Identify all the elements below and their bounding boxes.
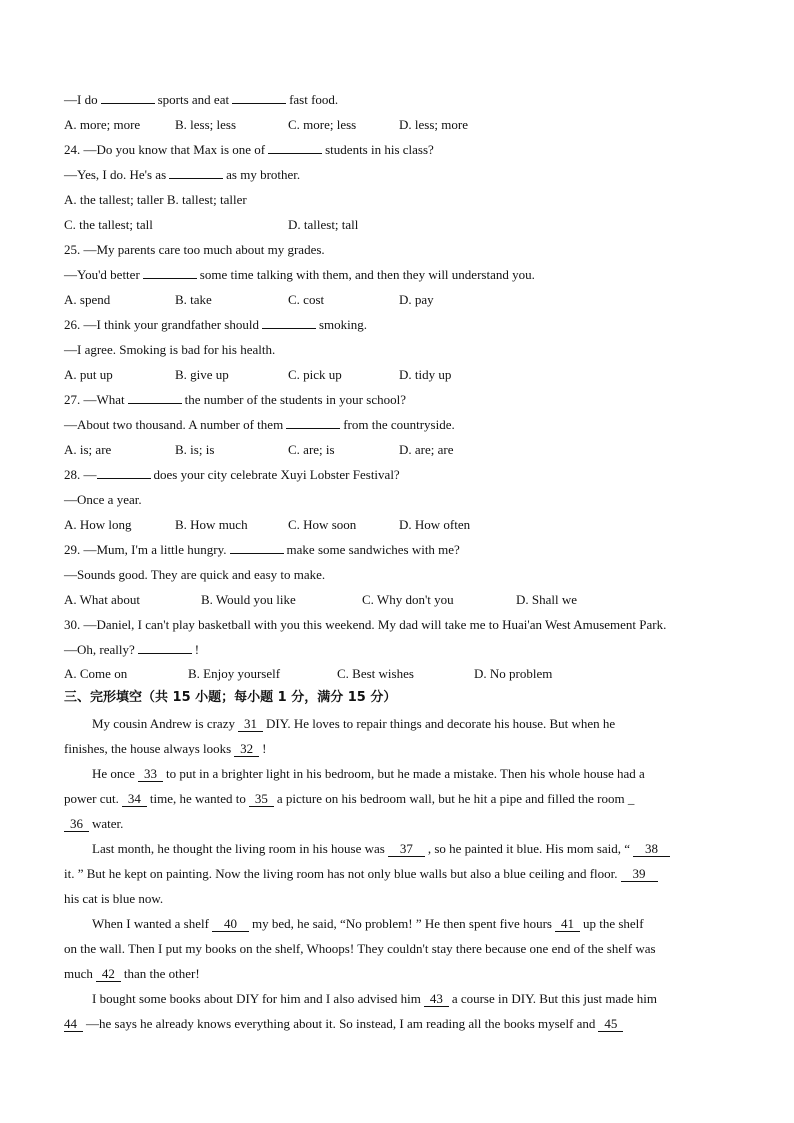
q29-question: [64, 542, 460, 558]
text: 28. —: [64, 467, 97, 482]
passage-line: [64, 1016, 626, 1032]
text: from the countryside.: [343, 417, 455, 432]
text: —Yes, I do. He's as: [64, 167, 167, 182]
text: I bought some books about DIY for him and I also advised him: [92, 991, 421, 1006]
q29-answer-line: —Sounds good. They are quick and easy to make.: [64, 567, 326, 582]
q28-option-a: A. How long: [64, 517, 132, 532]
text: When I wanted a shelf: [92, 916, 209, 931]
q26-option-c: C. pick up: [288, 367, 342, 382]
q27-option-b: B. is; is: [175, 442, 215, 457]
passage-line: [64, 866, 661, 882]
answer-blank: [143, 267, 197, 279]
text: My cousin Andrew is crazy: [92, 716, 235, 731]
text: —he says he already knows everything about it. So instead, I am reading all the books myself and: [86, 1016, 596, 1031]
answer-blank: [138, 642, 192, 654]
text: the number of the students in your school?: [184, 392, 406, 407]
q26-option-b: B. give up: [175, 367, 229, 382]
q23-option-d: D. less; more: [399, 117, 468, 132]
q28-option-d: D. How often: [399, 517, 471, 532]
q30-question: 30. —Daniel, I can't play basketball with you this weekend. My dad will take me to Huai'an West Amusement Park.: [64, 617, 667, 632]
blank-number: 37: [388, 842, 425, 857]
passage-line: [92, 916, 644, 932]
blank-number: 38: [633, 842, 670, 857]
blank-number: 31: [238, 717, 263, 732]
q26-option-d: D. tidy up: [399, 367, 452, 382]
text: to put in a brighter light in his bedroom, but he made a mistake. Then his whole house had a: [165, 766, 645, 781]
q25-option-a: A. spend: [64, 292, 111, 307]
q25-question: 25. —My parents care too much about my grades.: [64, 242, 325, 257]
q26-answer-line: —I agree. Smoking is bad for his health.: [64, 342, 276, 357]
blank-number: 34: [122, 792, 147, 807]
q28-option-b: B. How much: [175, 517, 248, 532]
blank-number: 39: [621, 867, 658, 882]
text: !: [262, 741, 267, 756]
q26-question: [64, 317, 367, 333]
text: much: [64, 966, 93, 981]
blank-number: 41: [555, 917, 580, 932]
text: make some sandwiches with me?: [286, 542, 460, 557]
passage-line: his cat is blue now.: [64, 891, 164, 906]
q24-option-ab: A. the tallest; taller B. tallest; taller: [64, 192, 247, 207]
blank-number: 40: [212, 917, 249, 932]
text: !: [194, 642, 200, 657]
passage-line: [92, 841, 673, 857]
passage-line: [92, 991, 657, 1007]
answer-blank: [97, 467, 151, 479]
text: does your city celebrate Xuyi Lobster Festival?: [153, 467, 400, 482]
text: 26. —I think your grandfather should: [64, 317, 259, 332]
q28-answer-line: —Once a year.: [64, 492, 142, 507]
text: —You'd better: [64, 267, 140, 282]
q28-option-c: C. How soon: [288, 517, 357, 532]
q23-option-a: A. more; more: [64, 117, 141, 132]
q30-option-b: B. Enjoy yourself: [188, 666, 281, 681]
q27-answer-line: [64, 417, 455, 433]
text: 24. —Do you know that Max is one of: [64, 142, 266, 157]
q23-answer-line: [64, 92, 338, 108]
blank-number: 43: [424, 992, 449, 1007]
q29-option-d: D. Shall we: [516, 592, 578, 607]
q27-option-d: D. are; are: [399, 442, 454, 457]
q25-answer-line: [64, 267, 535, 283]
text: _: [627, 791, 635, 806]
blank-number: 45: [598, 1017, 623, 1032]
text: 27. —What: [64, 392, 125, 407]
text: than the other!: [123, 966, 200, 981]
answer-blank: [230, 542, 284, 554]
q30-answer-line: [64, 642, 199, 658]
answer-blank: [268, 142, 322, 154]
q26-option-a: A. put up: [64, 367, 113, 382]
passage-line: [92, 716, 615, 732]
answer-blank: [286, 417, 340, 429]
answer-blank: [101, 92, 155, 104]
q23-option-c: C. more; less: [288, 117, 357, 132]
q24-answer-line: [64, 167, 300, 183]
text: my bed, he said, “No problem! ” He then spent five hours: [251, 916, 552, 931]
blank-number: 33: [138, 767, 163, 782]
text: as my brother.: [226, 167, 301, 182]
q24-question: [64, 142, 434, 158]
text: Last month, he thought the living room in his house was: [92, 841, 385, 856]
blank-number: 36: [64, 817, 89, 832]
text: up the shelf: [582, 916, 644, 931]
q25-option-d: D. pay: [399, 292, 434, 307]
text: fast food.: [289, 92, 339, 107]
text: it. ” But he kept on painting. Now the living room has not only blue walls but also a blue ceiling and floor.: [64, 866, 618, 881]
blank-number: 35: [249, 792, 274, 807]
text: He once: [92, 766, 135, 781]
section-heading: 三、完形填空（共 15 小题；每小题 1 分，满分 15 分）: [64, 690, 397, 705]
text: smoking.: [318, 317, 368, 332]
text: power cut.: [64, 791, 119, 806]
answer-blank: [262, 317, 316, 329]
q27-option-a: A. is; are: [64, 442, 112, 457]
text: 29. —Mum, I'm a little hungry.: [64, 542, 227, 557]
text: time, he wanted to: [149, 791, 246, 806]
q27-option-c: C. are; is: [288, 442, 335, 457]
q24-option-d: D. tallest; tall: [288, 217, 359, 232]
q30-option-d: D. No problem: [474, 666, 553, 681]
blank-number: 32: [234, 742, 259, 757]
passage-line: [64, 741, 267, 757]
text: —I do: [64, 92, 98, 107]
text: —About two thousand. A number of them: [64, 417, 284, 432]
q30-option-a: A. Come on: [64, 666, 128, 681]
text: some time talking with them, and then they will understand you.: [199, 267, 535, 282]
q29-option-b: B. Would you like: [201, 592, 296, 607]
q27-question: [64, 392, 406, 408]
q23-option-b: B. less; less: [175, 117, 237, 132]
q29-option-a: A. What about: [64, 592, 140, 607]
passage-line: on the wall. Then I put my books on the shelf, Whoops! They couldn't stay there because one end of the shelf was: [64, 941, 656, 956]
q24-option-c: C. the tallest; tall: [64, 217, 153, 232]
passage-line: [64, 966, 200, 982]
text: students in his class?: [325, 142, 434, 157]
q30-option-c: C. Best wishes: [337, 666, 414, 681]
text: , so he painted it blue. His mom said, “: [427, 841, 631, 856]
passage-line: [64, 816, 123, 832]
passage-line: [92, 766, 645, 782]
text: finishes, the house always looks: [64, 741, 232, 756]
answer-blank: [232, 92, 286, 104]
answer-blank: [128, 392, 182, 404]
text: —Oh, really?: [64, 642, 135, 657]
text: DIY. He loves to repair things and decorate his house. But when he: [265, 716, 616, 731]
text: a course in DIY. But this just made him: [451, 991, 658, 1006]
passage-line: [64, 791, 634, 807]
text: sports and eat: [157, 92, 230, 107]
blank-number: 42: [96, 967, 121, 982]
blank-number: 44: [64, 1017, 83, 1032]
q25-option-c: C. cost: [288, 292, 325, 307]
text: water.: [92, 816, 124, 831]
q25-option-b: B. take: [175, 292, 212, 307]
text: a picture on his bedroom wall, but he hit a pipe and filled the room: [276, 791, 625, 806]
q28-question: [64, 467, 400, 483]
answer-blank: [169, 167, 223, 179]
q29-option-c: C. Why don't you: [362, 592, 454, 607]
